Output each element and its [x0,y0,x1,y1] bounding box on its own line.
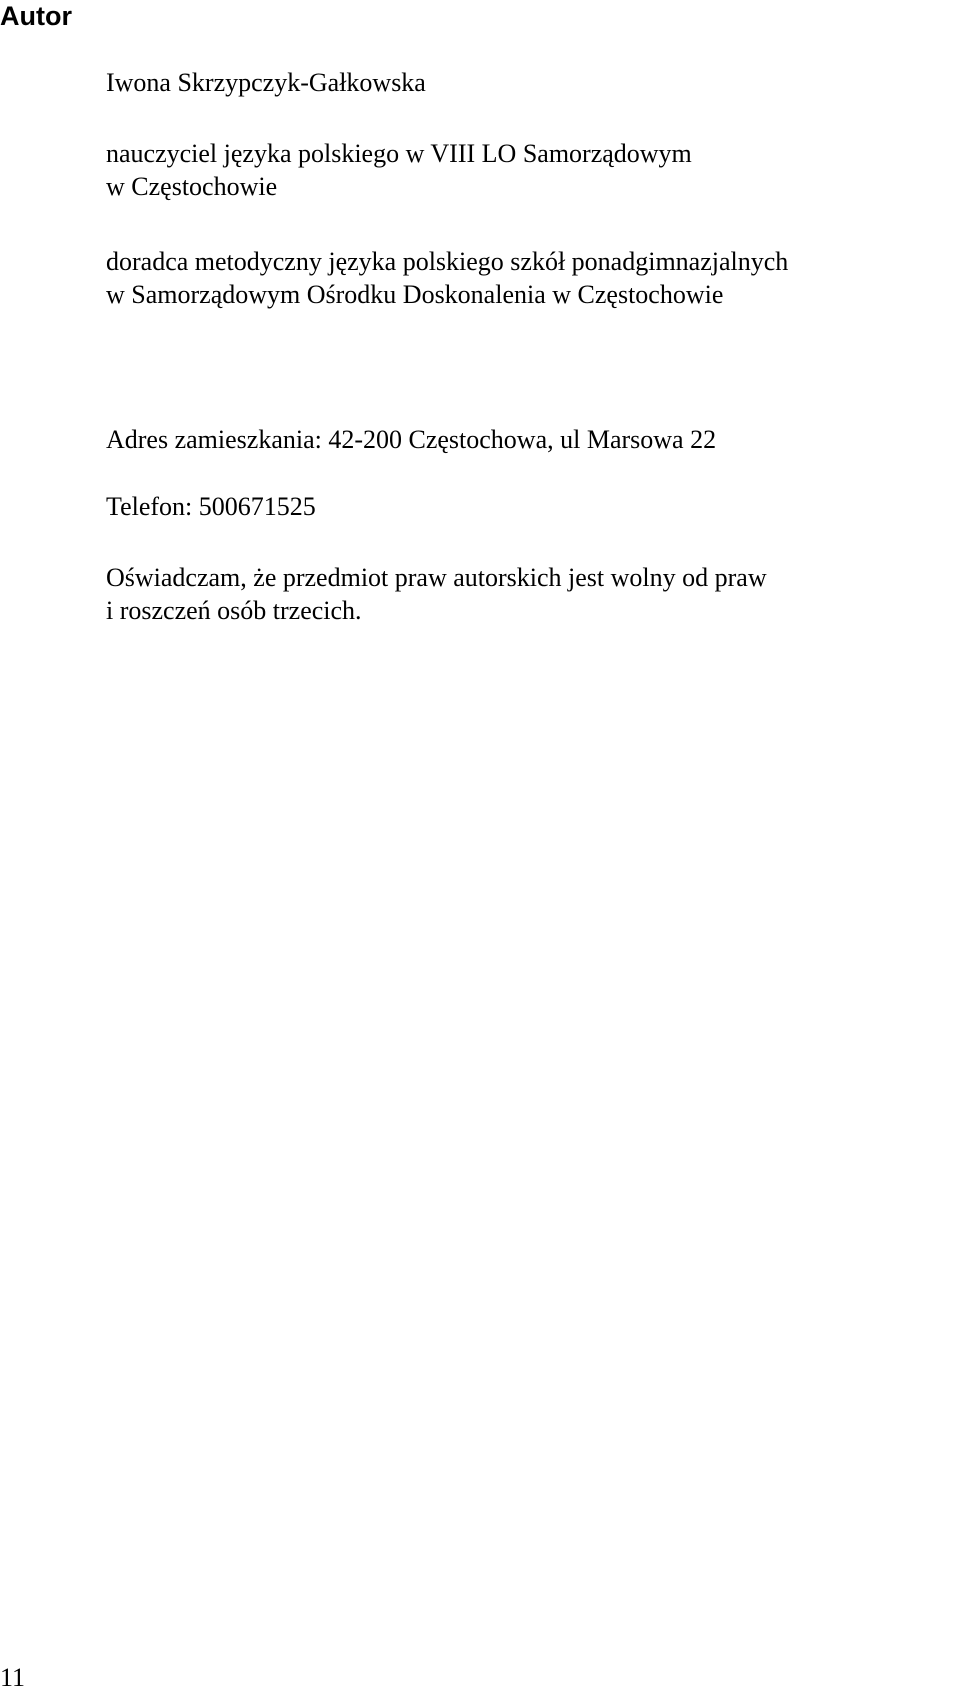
copyright-statement-line: Oświadczam, że przedmiot praw autorskich jest wolny od praw [106,563,767,592]
author-position-line: nauczyciel języka polskiego w VIII LO Samorządowym [106,139,692,168]
phone: Telefon: 500671525 [106,492,316,521]
copyright-statement [106,561,936,627]
author-advisor-role-line: doradca metodyczny języka polskiego szkół ponadgimnazjalnych [106,247,789,276]
section-heading: Autor [0,1,72,31]
author-advisor-role-line: w Samorządowym Ośrodku Doskonalenia w Częstochowie [106,280,724,309]
page-number: 11 [0,1663,26,1692]
author-position [106,137,936,203]
copyright-statement-line: i roszczeń osób trzecich. [106,596,362,625]
address: Adres zamieszkania: 42-200 Częstochowa, ul Marsowa 22 [106,425,717,454]
author-name: Iwona Skrzypczyk-Gałkowska [106,68,426,97]
author-position-line: w Częstochowie [106,172,278,201]
author-advisor-role [106,245,936,311]
